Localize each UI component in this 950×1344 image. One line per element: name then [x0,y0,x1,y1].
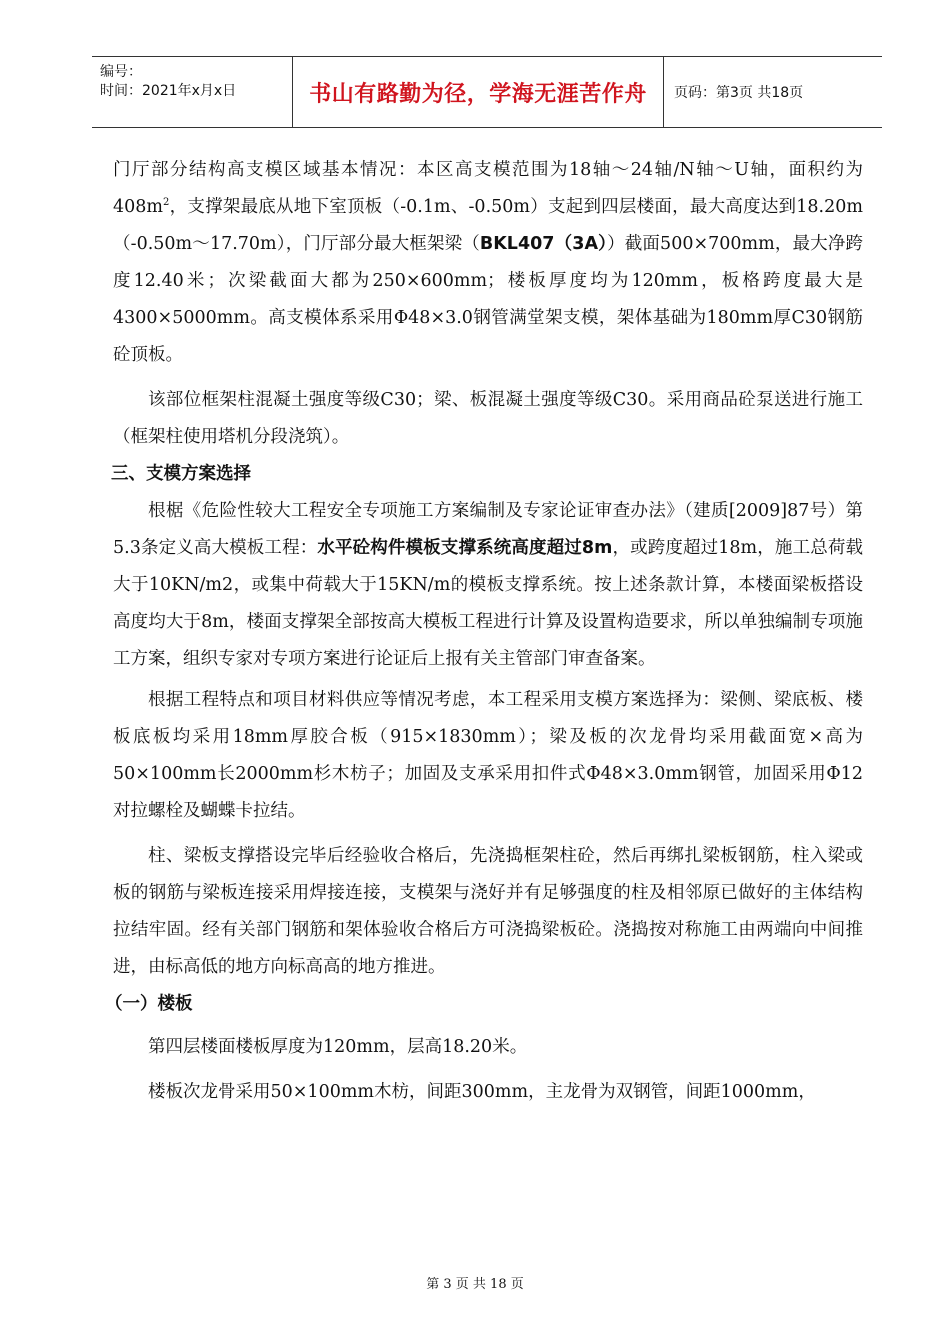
section-heading-3: 三、支模方案选择 [111,464,251,484]
doc-number: 编号： [100,64,142,80]
paragraph-slab-joists: 楼板次龙骨采用50×100mm木枋，间距300mm，主龙骨为双钢管，间距1000mm， [148,1082,816,1102]
paragraph-site-overview: 门厅部分结构高支模区域基本情况：本区高支模范围为18轴～24轴/N轴～U轴，面积约为$408m^2$，支撑架最底从地下室顶板（-0.1m、-0.50m）支起到四层楼面，最大高度达到18.20m（-0.50m～17.70m），门厅部分最大框架梁（BKL407（3A））截面500×700mm，最大净跨度12.40米；次梁截面大都为250×600mm；楼板厚度均为120mm，板格跨度最大是4300×5000mm。高支模体系采用Φ48×3.0钢管满堂架支模，架体基础为180mm厚C30钢筋砼顶板。 [113,160,863,365]
paragraph-regulation: 根椐《危险性较大工程安全专项施工方案编制及专家论证审查办法》（建质[2009]87号）第5.3条定义高大模板工程：水平砼构件模板支撑系统高度超过8m，或跨度超过18m，施工总荷载大于10KN/m2，或集中荷载大于15KN/m的模板支撑系统。按上述条款计算，本楼面梁板搭设高度均大于8m，楼面支撑架全部按高大模板工程进行计算及设置构造要求，所以单独编制专项施工方案，组织专家对专项方案进行论证后上报有关主管部门审查备案。 [113,501,863,669]
doc-time: 时间：2021年x月x日 [100,83,237,99]
header-slogan: 书山有路勤为径，学海无涯苦作舟 [292,57,664,127]
header-page-number: 页码：第3页 共18页 [674,85,804,101]
subsection-heading-floor-slab: （一）楼板 [105,994,193,1014]
page-header [92,56,882,128]
paragraph-pouring-sequence: 柱、梁板支撑搭设完毕后经验收合格后，先浇捣框架柱砼，然后再绑扎梁板钢筋，柱入梁或板的钢筋与梁板连接采用焊接连接，支模架与浇好并有足够强度的柱及相邻原已做好的主体结构拉结牢固。经有关部门钢筋和架体验收合格后方可浇捣梁板砼。浇捣按对称施工由两端向中间推进，由标高低的地方向标高高的地方推进。 [113,846,863,977]
page-footer: 第 3 页 共 18 页 [426,1277,524,1292]
paragraph-slab-thickness: 第四层楼面楼板厚度为120mm，层高18.20米。 [148,1037,528,1057]
document-body [105,152,863,1111]
paragraph-formwork-choice: 根据工程特点和项目材料供应等情况考虑，本工程采用支模方案选择为：梁侧、梁底板、楼板底板均采用18mm厚胶合板（915×1830mm）；梁及板的次龙骨均采用截面宽×高为50×100mm长2000mm杉木枋子；加固及支承采用扣件式Φ48×3.0mm钢管，加固采用Φ12对拉螺栓及蝴蝶卡拉结。 [113,690,863,821]
header-meta [92,57,292,127]
paragraph-concrete-grade: 该部位框架柱混凝土强度等级C30；梁、板混凝土强度等级C30。采用商品砼泵送进行施工（框架柱使用塔机分段浇筑）。 [113,390,863,447]
